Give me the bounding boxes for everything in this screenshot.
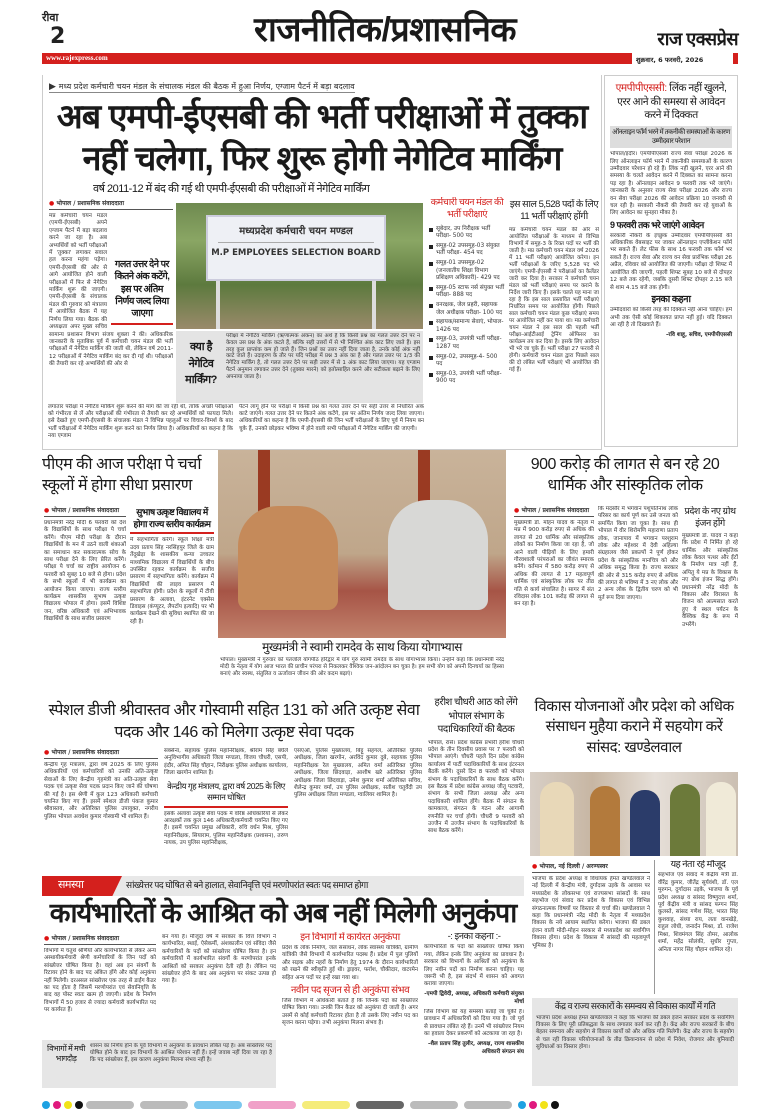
anukampa-box-text: शासन का निर्णय होने के पूर्व विभागों में अनुकंपा के प्रावधान लंबित पड़े हैं। अब सांख्येत्तर पद घोषित होने के बाद इन विभागों के आश्रित परेशान नहीं हैं। इन्हें जवाब नहीं दिया जा रहा है कि पद सांख्येत्तर हैं, इस कारण अनुकंपा मिलना संभव नहीं है। [90, 1043, 272, 1063]
pm-byline: ● भोपाल / प्रशासनिक संवाददाता [44, 506, 126, 517]
header-red-tab [733, 53, 738, 64]
lead-story [42, 75, 602, 450]
lok-text-3: मुख्यमंत्री डॉ. यादव ने कहा कि प्रदेश में निर्मित हो रहे धार्मिक और सांस्कृतिक लोक केवल पत्थर और ईंटों के निर्माण मात्र नहीं हैं, अपितु ये मप्र के विकास के नए ग्रोथ इंजन सिद्ध होंगे। प्रधानमंत्री नरेंद्र मोदी के विकास और विरासत के विजन को आत्मसात करते हुए ये स्थल पर्यटन के वैश्विक केंद्र के रूप में उभरेंगे। [682, 532, 738, 628]
lok-text-1: मुख्यमंत्री डॉ. मोहन यादव के नेतृत्व में मप्र में 900 करोड़ रुपए से अधिक की लागत से 20 धार्मिक और सांस्कृतिक लोकों का निर्माण किया जा रहा है, जो आने वाली पीढ़ियों के लिए हमारी गौरवशाली परंपराओं का जीवंत स्मारक बनेंगे। वर्तमान में 580 करोड़ रुपए से अधिक की लागत से 17 महत्वपूर्ण धार्मिक एवं सांस्कृतिक लोक पर तीव्र गति से कार्य संचालित है। सागर में संत रविदास लोक 101 करोड़ की लागत से बन रहा है। [514, 520, 594, 608]
exam-list [429, 226, 505, 388]
board-sign [206, 215, 386, 281]
mp-column-1 [532, 862, 650, 994]
ramdev-figure [238, 506, 338, 610]
mp-text-2: सहभोज एवं संवाद में केंद्रीय मंत्री डॉ. वीरेंद्र कुमार, जीतेंद्र सूर्यवंशी, डॉ. एल मुरुगन, दुर्गादास उइके, भाजपा के पूर्व प्रदेश अध्यक्ष व सांसद विष्णुदत्त शर्मा, पूर्व केंद्रीय मंत्री व सांसद फग्गन सिंह कुलस्ते, सांसद गणेश सिंह, भारत सिंह कुशवाह, संध्या राय, लता वानखेड़े, राहुल लोधी, जनार्दन मिश्रा, डॉ. राजेश मिश्रा, शिवमंगल सिंह तोमर, आलोक शर्मा, महेंद्र सोलंकी, सुधीर गुप्ता, अनिता नागर सिंह चौहान शामिल रहे। [658, 872, 738, 953]
lok-text-2: कि मंदसौर में भगवान पशुपतिनाथ लोक परिसर का कार्य पूर्ण कर उसे जनता को समर्पित किया जा चुका है। साथ ही भोपाल में वीर शिरोमणि महाराणा प्रताप लोक, जानापाव में भगवान परशुराम लोक और महेश्वर में देवी अहिल्या संग्रहालय जैसे प्रकल्पों ने पूर्ण होकर प्रदेश के सांस्कृतिक मानचित्र को और अधिक समृद्ध किया है। राज्य सरकार की ओर से 315 करोड़ रुपए से अधिक की लागत से भविष्य में 3 नए लोक और 2 अन्य लोक के द्वितीय चरण को भी मूर्त रूप दिया जाएगा। [598, 506, 678, 601]
lok-column-1 [514, 506, 594, 690]
police-text-2: सक्सेना, सहायक पुलिस महानिरीक्षक, श्रीराम सिंह बघेले अनुविभागीय अधिकारी जिला मण्डला, विजय चौधरी, एसपी, इंदौर, अमित सिंह चौहान, निरीक्षक पुलिस अधीक्षक कार्यालय, जिला खरगोन शामिल है। [164, 748, 288, 777]
exam-list-title: कर्मचारी चयन मंडल की भर्ती परीक्षाएं [430, 197, 504, 221]
police-column-2 [164, 748, 288, 874]
police-text-3: इसके अलावा उत्कृष्ट सेवा पदक में वरिष्ठ अधिकारियों से लेकर आरक्षकों तक कुल 146 अधिकारी/कर्मचारी चयनित किए गए हैं। इसमें चयनित प्रमुख अधिकारी, रुचि वर्धन मिश्र, पुलिस महानिरीक्षक, सियाराम, पुलिस महानिरीक्षक (प्रशासन), तरुण नायक, उप पुलिस महानिरीक्षक, [164, 810, 288, 847]
anukampa-text-2: बन गया है। मौजूदा वर्ष में सरकार के वित्त विभाग ने कार्यभारित, स्थाई, ऐसेकर्मी, अंशकालीन एवं संविदा जैसे कर्मचारियों के पदों को सांख्येत्तर घोषित किया है। इन कर्मचारियों में कार्यभारित संवर्गों के मरणोपरांत इनके आश्रितों को सरकार अनुकंपा देती रही है। लेकिन पद सांख्येत्तर होने के बाद अब अनुकंपा पर संकट उत्पन्न हो गया है। [162, 934, 276, 985]
exam-list-item: सहायक/सामान्य सेवाएं, भोपाल- 1426 पद [429, 319, 505, 334]
exam-list-item: समूह-02 उपसमूह-03 संयुक्त भर्ती परीक्षा- 454 पद [429, 243, 505, 258]
anukampa-byline: ● भोपाल / प्रशासनिक संवाददाता [44, 934, 156, 945]
sign-english: M.P EMPLOYEES SELECTION BOARD [211, 248, 381, 258]
exam-list-item: समूह-01 उपसमूह-02 (जनजातीय शिक्षा विभाग प्रशिक्षण अधिकारी)- 429 पद [429, 260, 505, 283]
yoga-caption-title: मुख्यमंत्री ने स्वामी रामदेव के साथ किया योगाभ्यास [262, 640, 462, 654]
congress-text: भोपाल, रासे। प्रदेश कांग्रेस प्रभारी हरीश चौधरी प्रदेश के तीन दिवसीय प्रवास पर 7 फरवरी को भोपाल आएंगे। चौधरी पहले दिन प्रदेश कांग्रेस कार्यालय में पार्टी पदाधिकारियों के साथ इंटरनल बैठकें करेंगे। दूसरे दिन 8 फरवरी को भोपाल संभाग के पदाधिकारियों के साथ बैठक करेंगे। इस बैठक में प्रदेश कांग्रेस अध्यक्ष जीतू पटवारी, संभाग के सभी जिला अध्यक्ष और अन्य पदाधिकारी शामिल होंगे। बैठक में संगठन के कामकाज, संगठन के गठन और आगामी रणनीति पर चर्चा होगी। चौधरी 9 फरवरी को उज्जैन में उज्जैन संभाग के पदाधिकारियों के साथ बैठक करेंगे। [428, 739, 524, 835]
section-title: राजनीतिक/प्रशासनिक [254, 11, 516, 49]
anukampa-quote-2-by: -शैल प्रताप सिंह तुलीर, अध्यक्ष, राज्य शासकीय अधिकारी संगठन संघ [428, 1040, 524, 1055]
side-column [509, 199, 599, 447]
mp-box [532, 998, 738, 1086]
website-url[interactable]: www.rajexpress.com [46, 54, 108, 62]
anukampa-text-3: प्रदेश के लोक निर्माण, जल संसाधन, लोक स्वास्थ्य यांत्रिकी, ग्रामीण यांत्रिकी जैसे विभागों में कार्यभारित पदस्थ हैं। प्रदेश में पुल पुलियों और सड़क और नहरों के निर्माण हेतु 1974 के दौरान कार्यभारितों को रखने की स्वीकृति हुई थी। ड्राइवर, फर्राश, चौकीदार, वाटरमेन सहित अन्य पदों पर इन्हें रखा गया था। [282, 945, 418, 981]
mp-headline: विकास योजनाओं और प्रदेश को अधिक संसाधन मुहैया कराने में सहयोग करें सांसद: खण्डेलवाल [534, 698, 734, 756]
anukampa-quote-title: -: इनका कहना :- [447, 932, 501, 942]
yoga-photo [218, 450, 506, 638]
police-headline: स्पेशल डीजी श्रीवास्तव और गोस्वामी सहित 131 को अति उत्कृष्ट सेवा पदक और 146 को मिलेगा उत्कृष्ट सेवा पदक [48, 702, 420, 741]
lok-headline: 900 करोड़ की लागत से बन रहे 20 धार्मिक और सांस्कृतिक लोक [530, 456, 720, 494]
samasya-tag-text: समस्या [58, 879, 84, 891]
lead-kicker: ▶ मध्य प्रदेश कर्मचारी चयन मंडल के संचालक मंडल की बैठक में हुआ निर्णय, एग्जाम पैटर्न में बड़ा बदलाव [49, 82, 355, 92]
exam-list-item: वनरक्षक, जेल प्रहरी, सहायक जेल अधीक्षक परीक्षा- 100 पद [429, 302, 505, 317]
anukampa-column-4 [424, 932, 524, 1088]
police-text-1: केन्द्रीय गृह मंत्रालय, द्वारा वर्ष 2025 के लिए पुलिस अधिकारियों एवं कर्मचारियों को उनकी अति-उत्कृष्ट सेवाओं के लिए केन्द्रीय गृहमंत्री का अति-उत्कृष्ट सेवा पदक एवं उत्कृष्ट सेवा पदक प्रदान किए जाने की घोषणा की गई है। इस श्रेणी में कुल 123 अधिकारी कर्मचारी चयनित किए गए हैं। इसमें स्पेशल डीजी पंकज कुमार श्रीवास्तव, और अतिरिक्त पुलिस उपायुक्त, नगरीय पुलिस भोपाल अवधेश कुमार गोस्वामी भी शामिल हैं। [44, 762, 158, 820]
anukampa-kicker-bar [42, 876, 524, 896]
anukampa-sub-1: इन विभागों में कार्यरत अनुकंपा [300, 932, 400, 943]
lead-bottom-text [48, 404, 424, 448]
mp-subhead: यह नेता रहे मौजूद [670, 860, 726, 870]
pm-headline: पीएम की आज परीक्षा पे चर्चा स्कूलों में होगा सीधा प्रसारण [42, 456, 201, 494]
lok-column-3 [682, 506, 738, 690]
exam-list-item: समूह-02, उपसमूह-4- 500 पद [429, 354, 505, 369]
page-number: 2 [50, 24, 66, 49]
brand-logo: राज एक्सप्रेस [657, 29, 738, 49]
mp-box-title: केंद्र व राज्य सरकारों के समन्वय से विकास कार्यों में गति [554, 1001, 716, 1011]
anukampa-sub-2: नवीन पद सृजन से ही अनुकंपा संभव [290, 985, 410, 997]
exam-list-item: समूह-05 स्टाफ नर्स संयुक्त भर्ती परीक्षा- 888 पद [429, 285, 505, 300]
police-column-1 [44, 748, 158, 874]
anukampa-box-title: विभागों में मची भागदौड़ [47, 1044, 85, 1064]
header-red-bar [42, 53, 632, 64]
mp-byline: ● भोपाल, नई दिल्ली / अरण्यस्वर [532, 862, 650, 873]
lok-byline: ● भोपाल / प्रशासनिक संवाददाता [514, 506, 594, 517]
sidebar-subhead: 9 फरवरी तक भरे जाएंगे आवेदन [610, 219, 704, 230]
lead-subhead: वर्ष 2011-12 में बंद की गई थी एमपी-ईएसबी की परीक्षाओं में नेगेटिव मार्किंग [93, 183, 370, 195]
police-text-4: एसएओ, पुलिस मुख्यालय, बिट्टू सहगल, अतिरिक्त पुलिस अधीक्षक, जिला खरगोन, अरविंद कुमार दुबे, सहायक पुलिस महानिरीक्षक रेल मुख्यालय, अमित वर्मा अतिरिक्त पुलिस अधीक्षक, जिला छिंदवाड़ा, आशीष खरे अतिरिक्त पुलिस अधीक्षक जिला छिंदवाड़ा, उमेश कुमार शर्मा अतिरिक्त सचिव, शैलेन्द्र कुमार वर्मा, उप पुलिस अधीक्षक, सतीश चतुर्वेदी उप पुलिस अधीक्षक जिला मण्डला, ग्वालियर शामिल है। [294, 748, 422, 799]
header-city: रीवा [42, 11, 59, 24]
pm-text-1: प्रधानमंत्री नरेंद्र मोदी 6 फरवरी को देश के विद्यार्थियों के साथ परीक्षा पे चर्चा करेंगे। पीएम मोदी परीक्षा के दौरान विद्यार्थियों के मन में उठने वाली शंकाओं का समाधान कर सकारात्मक सोच के साथ परीक्षा देने के लिए प्रेरित करेंगे। परीक्षा पे चर्चा का राष्ट्रीय आयोजन 6 फरवरी को सुबह 10 बजे से होगा। प्रदेश के सभी स्कूलों में भी कार्यक्रम का आयोजन किया जाएगा। राज्य स्तरीय कार्यक्रम शासकीय सुभाष उत्कृष्ट विद्यालय भोपाल में होगा। इसमें विशिष्ट जन, वरिष्ठ अधिकारी एवं अभिभावक विद्यार्थियों के साथ सजीव प्रसारण [44, 520, 126, 623]
anukampa-column-3 [282, 932, 418, 1088]
exam-list-item: समूह-03, उपयंत्री भर्ती परीक्षा- 1287 पद [429, 336, 505, 351]
anukampa-column-1 [44, 934, 156, 1036]
explainer-title: क्या है नेगेटिव मार्किंग? [185, 341, 217, 386]
print-color-bar [42, 1094, 742, 1104]
pullquote [111, 259, 173, 325]
sidebar-title-tag: एमपीपीएससी: [615, 82, 667, 94]
sidebar-deck: ऑनलाइन फॉर्म भरने में तकनीकी समस्याओं के कारण उम्मीदवार परेशान [610, 126, 732, 148]
quote-text: उम्मीदवारों को किसी तरह की दिक्कत नहीं आना चाहिए। हमें अभी तक ऐसी कोई शिकायत प्राप्त नहीं हुई। यदि दिक्कत आ रही है तो दिखवाते हैं। [610, 307, 732, 329]
explainer-box [176, 331, 423, 403]
sidebar-title [610, 82, 732, 123]
side-title: इस साल 5,528 पदों के लिए 11 भर्ती परीक्षाएं होंगी [509, 199, 599, 223]
mppsc-sidebar [604, 75, 738, 447]
sidebar-text-2: सरकारी नौकरी के इच्छुक उम्मीदवार एमपीपीएससी की अधिकारिक वेबसाइट पर जाकर ऑनलाइन एप्लीकेशन फॉर्म भर सकते हैं। लेट फीस के साथ 16 फरवरी तक फॉर्म भर सकते हैं। राज्य सेवा और राज्य वन सेवा प्रारंभिक परीक्षा 26 अप्रैल, रविवार को आयोजित की जाएगी। परीक्षा दो शिफ्ट में आयोजित की जाएगी, पहली शिफ्ट सुबह 10 बजे से दोपहर 12 बजे तक रहेगी, जबकि दूसरी शिफ्ट दोपहर 2.15 बजे से शाम 4.15 बजे तक होगी। [610, 232, 732, 291]
issue-date: शुक्रवार, 6 फरवरी, 2026 [636, 56, 704, 64]
sidebar-title-text: लिंक नहीं खुलने, एरर आने की समस्या से आवेदन करने में दिक्कत [617, 82, 727, 122]
sign-hindi: मध्यप्रदेश कर्मचारी चयन मण्डल [239, 226, 353, 237]
mp-text-1: भाजपा के प्रदेश अध्यक्ष व विधायक हेमंत खण्डेलवाल ने नई दिल्ली में केन्द्रीय मंत्री, दुर्गादास उइके के आवास पर मध्यप्रदेश के लोकसभा एवं राज्यसभा सांसदों के साथ सहभोज एवं संवाद कर प्रदेश के विकास एवं विभिन्न संगठनात्मक विषयों पर विस्तार से चर्चा की। खण्डेलवाल ने कहा कि प्रधानमंत्री नरेंद्र मोदी के नेतृत्व में मध्यप्रदेश विकास के नये आयाम स्थापित करेगा। भाजपा की डबल इंजन वाली मोदी-मोहन सरकार से मध्यप्रदेश का सर्वांगीण विकास होगा। प्रदेश के विकास में सांसदों की महत्वपूर्ण भूमिका है। [532, 876, 650, 949]
lead-body-1: मप्र कर्मचारी चयन मंडल (एमपी-ईएसबी) अपने एग्जाम पैटर्न में बड़ा बदलाव करने जा रहा है। अब अभ्यर्थियों को भर्ती परीक्षाओं में 'तुक्का' लगाकर सवाल हल करना महंगा पड़ेगा। एमपी-ईएसबी की ओर से आगे आयोजित होने वाली परीक्षाओं में फिर से नेगेटिव मार्किंग शुरू की जाएगी। एमपी-ईएसबी के संचालक मंडल की गुरुवार को मंत्रालय में आयोजित बैठक में यह निर्णय लिया गया। बैठक की अध्यक्षता अपर मुख्य सचिव सामान्य प्रशासन विभाग संजय शुक्ला ने की। अधिकारिक जानकारी के मुताबिक पूर्व में कर्मचारी चयन मंडल की भर्ती परीक्षाओं में नेगेटिव मार्किंग की जाती थी, लेकिन वर्ष 2011-12 परीक्षाओं में नेगेटिव मार्किंग बंद कर दी गई थी। परीक्षाओं की तैयारी कर रहे अभ्यर्थियों की ओर से [49, 213, 173, 368]
lead-body-2-text: लगातार परीक्षा में नेगेटिव मार्किंग शुरू करने की मांग की जा रही थी, ताकि अच्छी परीक्षाओं को गंभीरता से लें और परीक्षाओं की गंभीरता से तैयारी कर रहे अभ्यर्थियों को फायदा मिले। इसे देखते हुए एमपी-ईएसबी के संचालक मंडल ने विभिन्न पहलुओं पर विचार-विमर्श के बाद भर्ती परीक्षाओं में नेगेटिव मार्किंग शुरू करने का निर्णय लिया है। अधिकारियों का कहना है कि नया एग्जाम [48, 404, 233, 439]
kicker-text: मध्य प्रदेश कर्मचारी चयन मंडल के संचालक मंडल की बैठक में हुआ निर्णय, एग्जाम पैटर्न में बड़ा बदलाव [58, 82, 355, 91]
yoga-caption-text: भोपाल। मुख्यमंत्री ने गुरुवार को पतंजलि योगपीठ हरिद्वार में योग गुरु स्वामी रामदेव के साथ योगाभ्यास किया। उन्होंने कहा कि प्रधानमंत्री नरेंद्र मोदी के नेतृत्व में योग आज भारत की प्राचीन परंपरा से निकलकर वैश्विक जन-आंदोलन बन चुका है। हम सभी योग को अपनी दिनचर्या का हिस्सा बनाएं और स्वस्थ, संतुलित व ऊर्जावान जीवन की ओर कदम बढ़ाएं। [220, 657, 504, 677]
mp-box-text: भाजपा प्रदेश अध्यक्ष हेमंत खण्डेलवाल ने कहा कि भाजपा की डबल इंजन सरकार प्रदेश के सर्वांगीण विकास के लिए पूरी प्रतिबद्धता के साथ लगातार कार्य कर रही है। केंद्र और राज्य सरकारों के बीच बेहतर समन्वय और सहयोग से विकास कार्यों को और अधिक गति मिलेगी। केंद्र और राज्य के सहयोग से चल रही विकास परियोजनाओं के तीव्र क्रियान्वयन से प्रदेश में निवेश, रोजगार और बुनियादी सुविधाओं का विस्तार होगा। [536, 1014, 734, 1050]
anukampa-quote-2: जिस विभाग को यह समस्या बताई जा चुकी है। प्रावधान में अधिकारियों को दिया गया है। जो पूर्व से प्रावधान लंबित रहे हैं। उनमें भी सांख्येत्तर नियम का हवाला देकर प्रकरणों को अटकाया जा रहा है। [424, 1008, 524, 1038]
mp-column-2 [654, 860, 738, 994]
lead-headline-2: नहीं चलेगा, फिर शुरू होगी नेगेटिव मार्किंग [82, 140, 562, 178]
lead-left-column [49, 199, 173, 401]
pm-subhead: सुभाष उत्कृष्ट विद्यालय में होगा राज्य स्तरीय कार्यक्रम [130, 506, 214, 534]
mp-group-photo [530, 772, 738, 856]
police-subhead: केन्द्रीय गृह मंत्रालय, द्वारा वर्ष 2025 के लिए सम्मान घोषित [164, 781, 288, 808]
pm-text-2: में सहभागिता करेंगे। स्कूल शिक्षा मंत्री उदय प्रताप सिंह नरसिंहपुर जिले के ग्राम तेंदूखेड़ा के शासकीय कन्या उच्चतर माध्यमिक विद्यालय में विद्यार्थियों के बीच उपस्थित रहकर कार्यक्रम के सजीव प्रसारण में सहभागिता करेंगे। कार्यक्रम में विद्यार्थियों की लाइव प्रसारण में सहभागिता होगी। प्रदेश के स्कूलों में टीवी प्रसारण के अलावा, इंटरनेट एक्सेस डिवाइस (कंप्यूटर, लैपटॉप इत्यादि) पर भी कार्यक्रम देखने की सुविधा स्थापित की जा रही है। [130, 537, 214, 625]
exam-list-item: समूह-03, उपयंत्री भर्ती परीक्षा- 900 पद [429, 371, 505, 386]
exam-list-column [429, 197, 505, 447]
anukampa-quote-1-by: -एमपी द्विवेदी, अध्यक्ष, अधिकारी कर्मचारी संयुक्त मोर्चा [424, 990, 524, 1005]
anukampa-text-4: जिस विभाग में अधिकारी बताते हैं कि जिनके पदों को सांख्येत्तर घोषित किया गया। उनकी जिन कैडर को अनुकंपा दी जाती है। अगर उसमें से कोई कर्मचारी रिटायर होता है तो उसके लिए नवीन पद का सृजन करना पड़ेगा। तभी अनुकंपा मिलना संभव है। [282, 998, 418, 1027]
lok-subhead: प्रदेश के नए ग्रोथ इंजन होंगे [684, 506, 736, 530]
sidebar-text-1: भोपाल/इंदौर। एमपीपीएससी राज्य सेवा परीक्षा 2026 के लिए ऑनलाइन फॉर्म भरने में तकनीकी समस्याओं के कारण उम्मीदवार परेशान हो रहे हैं। लिंक नहीं खुलने, एरर आने की समस्या के चलते आवेदन करने में दिक्कत का सामना करना पड़ रहा है। ऑनलाइन आवेदन 9 फरवरी तक भरे जाएंगे। जानकारी के अनुसार राज्य सेवा परीक्षा 2026 और राज्य वन सेवा परीक्षा 2026 की आवेदन प्रक्रिया 10 जनवरी से चल रही है। सरकारी नौकरी की तैयारी कर रहे युवाओं के लिए आवेदन का सुनहरा मौका है। [610, 151, 732, 217]
explainer-text: परीक्षा में नेगेटिव मार्किंग (ऋणात्मक अंकन) का अर्थ है कि किसी प्रश्न का गलत उत्तर देने पर न केवल उस प्रश्न के अंक कटते हैं, बल्कि सही उत्तरों में से भी निश्चित अंक काट लिए जाते हैं। इस तरह कुल प्राप्तांक कम हो जाते हैं। जिन प्रश्नों का उत्तर नहीं दिया जाता है, उनके कोई अंक नहीं काटे जाते हैं। उदाहरण के तौर पर यदि परीक्षा में प्रश्न 3 अंक का है और गलत उत्तर पर 1/3 की नेगेटिव मार्किंग है, तो गलत उत्तर देने पर सही उत्तर में से 1 अंक काट लिया जाएगा। यह एग्जाम पैटर्न अनुमान लगाकर उत्तर देने (तुक्का मारने) को हतोत्साहित करने और सटीकता बढ़ाने के लिए अपनाया जाता है। [226, 333, 420, 380]
pm-column-1 [44, 506, 126, 690]
exam-list-item: सूबेदार, उप निरीक्षक भर्ती परीक्षा- 500 पद [429, 226, 505, 241]
anukampa-kicker: सांख्येत्तर पद घोषित से बने हालात, सेवानिवृत्ति एवं मरणोपरांत स्वतः पद समाप्त होगा [126, 880, 368, 890]
anukampa-headline: कार्यभारितों के आश्रित को अब नहीं मिलेगी अनुकंपा [49, 898, 517, 928]
lead-byline: ● भोपाल / प्रशासनिक संवाददाता [49, 199, 173, 210]
cm-figure [388, 500, 488, 610]
pullquote-text: गलत उत्तर देने पर कितने अंक कटेंगे, इस पर अंतिम निर्णय जल्द लिया जाएगा [114, 259, 170, 320]
anukampa-text-1: विभागों में चतुर्थ श्रेणियों और कार्यभारितों से लेकर अन्य अस्थायीकर्मचारी श्रेणी कर्मचारियों के जिन पदों को सांख्येत्तर घोषित किया है। वहां अब इन संवर्गों के रिटायर होने के बाद पद अंकित होंगे और कोई अनुकंपा नहीं मिलेगी। दरअसल सांख्येत्तर एक तरह से डाईंग कैडर का पद होता है जिसमें मरणोपरांत एवं सेवानिवृत्ति के बाद वह पोस्ट स्वतः खत्म हो जाएगी। प्रदेश के निर्माण विभागों में 50 हजार से ज्यादा कर्मचारी कार्यभारित पद पर कार्यरत हैं। [44, 948, 156, 1014]
police-byline: ● भोपाल / प्रशासनिक संवाददाता [44, 748, 158, 759]
lead-headline-1: अब एमपी-ईएसबी की भर्ती परीक्षाओं में तुक्का [56, 98, 588, 136]
lead-body-1-wrap [49, 213, 173, 401]
lead-body-3-text: पैटर्न लागू होने पर परीक्षा में किसी प्रश्न का गलत उत्तर देने पर सही उत्तर से निर्धारित अंक काटे जाएंगे। गलत उत्तर देने पर कितने अंक कटेंगे, इस पर अंतिम निर्णय जल्द लिया जाएगा। अधिकारियों का कहना है कि एमपी-ईएसबी की जिन भर्ती परीक्षाओं के लिए पूर्व में नियम बन चुके हैं, उनको छोड़कर भविष्य में होने वाली सभी परीक्षाओं में नेगेटिव मार्किंग की जाएगी। [239, 404, 424, 432]
quote-title: इनका कहना [651, 293, 691, 305]
pm-column-2 [130, 506, 214, 690]
anukampa-quote-1: कार्यभारितों के पदों को सांख्येत्तर घोषित किया गया, लेकिन इनके लिए अनुकंपा का प्रावधान है। सरकार को विभागों के आश्रितों को अनुकंपा के लिए नवीन पदों का निर्माण करना चाहिए। यह जरूरी भी है, इस संदर्भ में शासन को अवगत कराया जाएगा। [424, 944, 524, 988]
congress-story [428, 696, 524, 874]
anukampa-box [42, 1040, 276, 1088]
congress-headline: हरीश चौधरी आठ को लेंगे भोपाल संभाग के पदाधिकारियों की बैठक [434, 697, 518, 735]
selection-board-photo [176, 203, 423, 329]
quote-by: -रवि शाहू, सचिव, एमपीपीएससी [665, 331, 732, 338]
side-text: मप्र कर्मचारी चयन मंडल की ओर से आयोजित परीक्षाओं के माध्यम से विभिन्न विभागों में समूह-3 के रिक्त पदों पर भर्ती की जाती है। मप्र कर्मचारी चयन मंडल वर्ष 2026 में 11 भर्ती परीक्षाएं आयोजित करेगा। इन भर्ती परीक्षाओं के जरिए 5,528 पद भरे जाएंगे। एमपी-ईएसबी ने परीक्षाओं का कैलेंडर जारी कर दिया है। सरकार ने कर्मचारी चयन मंडल को भर्ती परीक्षाएं समय पर कराने के निर्देश जारी किए हैं। इसके चलते यह माना जा रहा है कि इस साल प्रस्तावित भर्ती परीक्षाएं निर्धारित समय पर आयोजित होंगी। पिछले साल कर्मचारी चयन मंडल कुछ परीक्षाएं समय पर आयोजित नहीं कर पाया था। मप्र कर्मचारी चयन मंडल ने इस साल की पहली भर्ती परीक्षा-आईटीआई ट्रेनिंग ऑफिसर का कार्यक्रम तय कर दिया है। इसके लिए आवेदन भी भरे जा चुके हैं। भर्ती परीक्षा 27 फरवरी से होगी। कर्मचारी चयन मंडल द्वारा पिछले साल की दो लंबित भर्ती परीक्षाएं भी आयोजित की गई हैं। [509, 226, 599, 373]
